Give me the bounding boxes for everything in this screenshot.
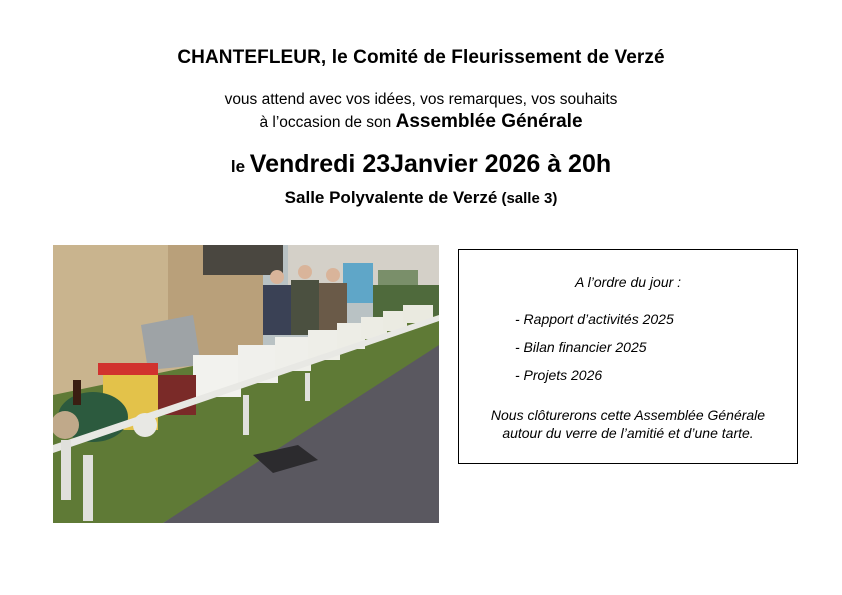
agenda-closing bbox=[459, 406, 797, 442]
date-text: Vendredi 23Janvier 2026 à 20h bbox=[249, 150, 612, 178]
occasion-text bbox=[0, 111, 842, 133]
agenda-heading: A l’ordre du jour : bbox=[574, 274, 682, 290]
closing-line-1: Nous clôturerons cette Assemblée Générale bbox=[490, 407, 766, 423]
agenda-item: - Rapport d’activités 2025 bbox=[515, 311, 674, 327]
event-date bbox=[0, 150, 842, 179]
agenda-box bbox=[458, 249, 798, 464]
event-venue bbox=[0, 188, 842, 208]
flyer-title: CHANTEFLEUR, le Comité de Fleurissement de Verzé bbox=[177, 47, 665, 68]
venue-name: Salle Polyvalente de Verzé bbox=[284, 188, 498, 207]
assembly-name: Assemblée Générale bbox=[395, 111, 583, 132]
agenda-item: - Bilan financier 2025 bbox=[515, 339, 647, 355]
train-planter-photo bbox=[53, 245, 439, 523]
closing-line-2: autour du verre de l’amitié et d’une tarte. bbox=[502, 425, 754, 441]
venue-room: (salle 3) bbox=[497, 190, 558, 207]
invitation-text: vous attend avec vos idées, vos remarques, vos souhaits bbox=[224, 91, 618, 108]
agenda-item: - Projets 2026 bbox=[515, 367, 603, 383]
date-prefix: le bbox=[230, 157, 250, 176]
occasion-prefix: à l’occasion de son bbox=[259, 114, 396, 131]
